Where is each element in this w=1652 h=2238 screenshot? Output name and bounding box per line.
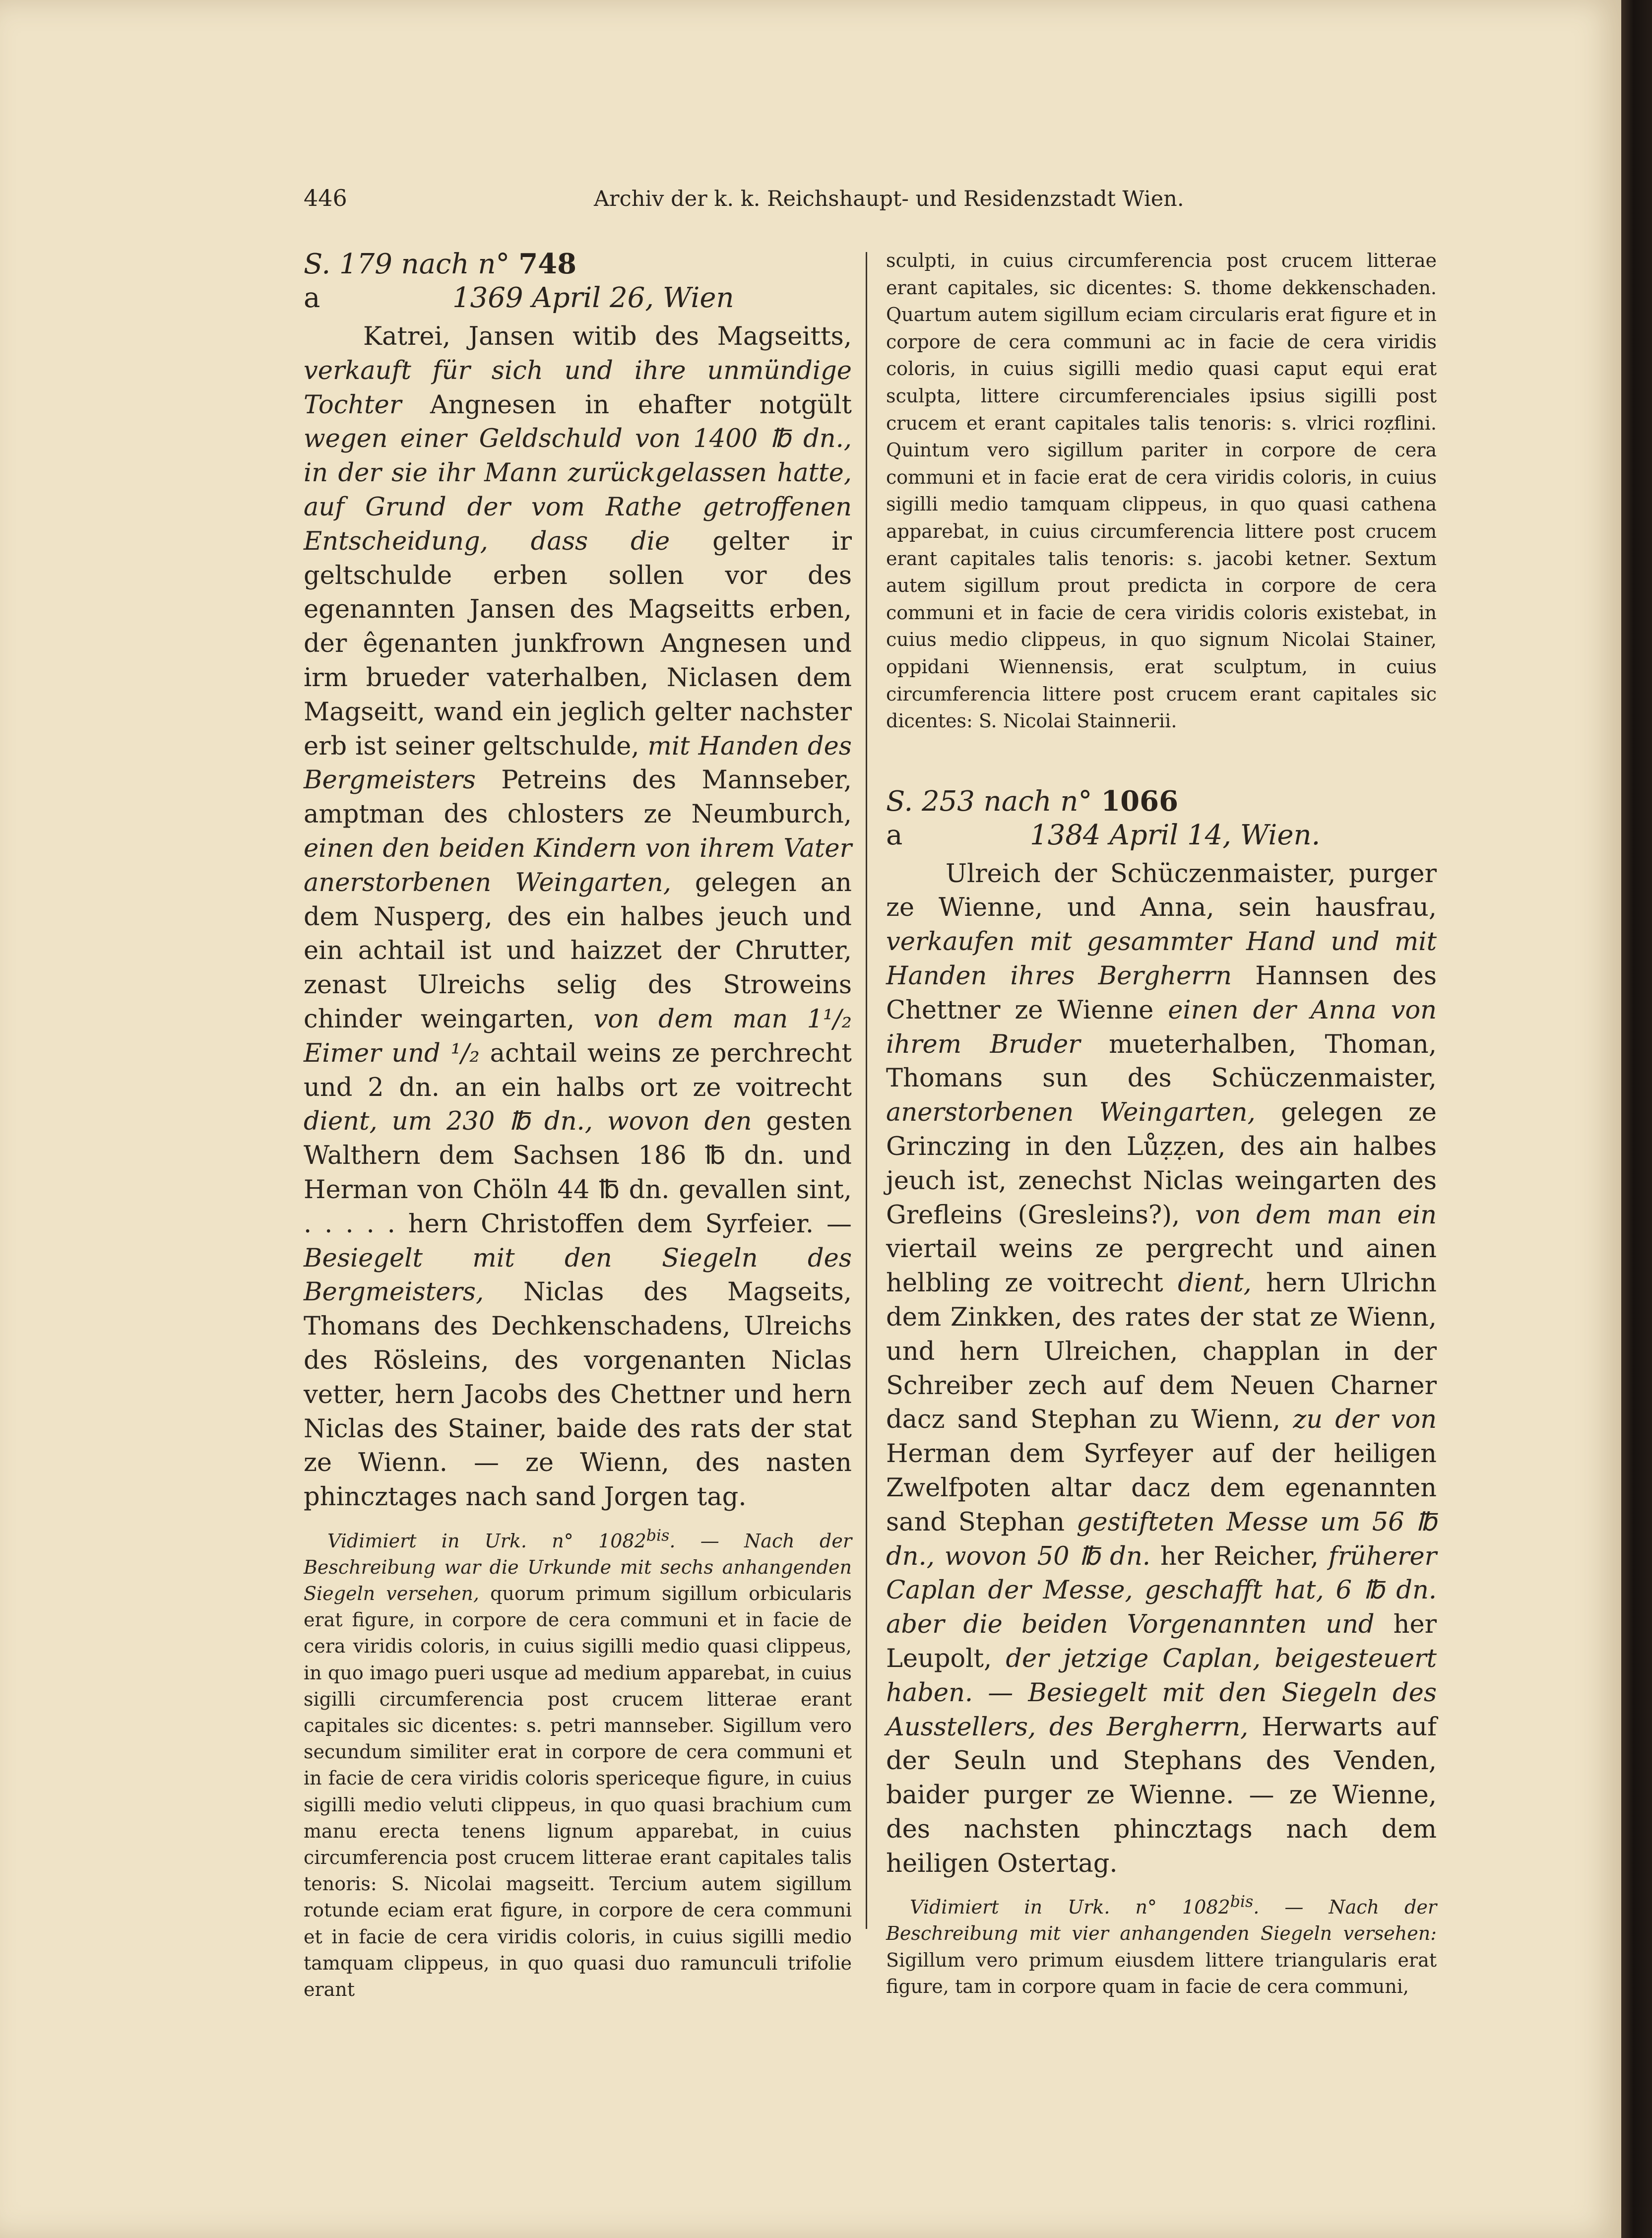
column-divider xyxy=(866,252,867,1929)
entry1-date: 1369 April 26, Wien xyxy=(452,282,734,314)
entry1-dateline xyxy=(304,281,852,315)
entry2-reference xyxy=(886,784,1437,819)
entry2-regest: Ulreich der Schüczenmaister, purger ze Wienne, und Anna, sein hausfrau, verkaufen mit gesammter Hand und mit Handen ihres Bergherrn Hannsen des Chettner ze Wienne einen der Anna von ihrem Bruder mueterhalben, Thoman, Thomans sun des Schüczenmaister, anerstorbenen Weingarten, gelegen ze Grinczing in den Lůẓẓen, des ain halbes jeuch ist, zenechst Niclas weingarten des Grefleins (Gresleins?), von dem man ein viertail weins ze pergrecht und ainen helbling ze voitrecht dient, hern Ulrichn dem Zinkken, des rates der stat ze Wienn, und hern Ulreichen, chapplan in der Schreiber zech auf dem Neuen Charner dacz sand Stephan zu Wienn, zu der von Herman dem Syrfeyer auf der heiligen Zwelfpoten altar dacz dem egenannten sand Stephan gestifteten Messe um 56 ℔ dn., wovon 50 ℔ dn. her Reicher, früherer Caplan der Messe, geschafft hat, 6 ℔ dn. aber die beiden Vorgenannten und her Leupolt, der jetzige Caplan, beigesteuert haben. — Besiegelt mit den Siegeln des Ausstellers, des Bergherrn, Herwarts auf der Seuln und Stephans des Venden, baider purger ze Wienne. — ze Wienne, des nachsten phincztags nach dem heiligen Ostertag. xyxy=(886,859,1437,1878)
entry2-dateline xyxy=(886,819,1437,852)
running-title: Archiv der k. k. Reichshaupt- und Residenzstadt Wien. xyxy=(594,187,1184,211)
entry1-letter: a xyxy=(304,282,320,314)
entry2-ref-number: 1066 xyxy=(1101,784,1179,818)
entry1-ref-number: 748 xyxy=(518,248,577,280)
binding-edge xyxy=(1621,0,1652,2238)
page-header xyxy=(304,185,1440,229)
entry1-regest: Katrei, Jansen witib des Magseitts, verkauft für sich und ihre unmündige Tochter Angnesen in ehafter notgült wegen einer Geldschuld von 1400 ℔ dn., in der sie ihr Mann zurückgelassen hatte, auf Grund der vom Rathe getroffenen Entscheidung, dass die gelter ir geltschulde erben sollen vor des egenannten Jansen des Magseitts erben, der êgenanten junkfrown Angnesen und irm brueder vaterhalben, Niclasen dem Magseitt, wand ein jeglich gelter nachster erb ist seiner geltschulde, mit Handen des Bergmeisters Petreins des Mannseber, amptman des chlosters ze Neumburch, einen den beiden Kindern von ihrem Vater anerstorbenen Weingarten, gelegen an dem Nusperg, des ein halbes jeuch und ein achtail ist und haizzet der Chrutter, zenast Ulreichs selig des Stroweins chinder weingarten, von dem man 1¹/₂ Eimer und ¹/₂ achtail weins ze perchrecht und 2 dn. an ein halbs ort ze voitrecht dient, um 230 ℔ dn., wovon den gesten Walthern dem Sachsen 186 ℔ dn. und Herman von Chöln 44 ℔ dn. gevallen sint, . . . . . hern Christoffen dem Syrfeier. — Besiegelt mit den Siegeln des Bergmeisters, Niclas des Magseits, Thomans des Dechkenschadens, Ulreichs des Rösleins, des vorgenanten Niclas vetter, hern Jacobs des Chettner und hern Niclas des Stainer, baide des rats der stat ze Wienn. — ze Wienn, des nasten phincztages nach sand Jorgen tag. xyxy=(304,322,852,1512)
entry1-note-continuation: sculpti, in cuius circumferencia post crucem litterae erant capitales, sic dicentes: S. thome dekkenschaden. Quartum autem sigillum eciam circularis erat figure et in corpore de cera communi ac in facie de cera viridis coloris, in cuius sigilli medio quasi caput equi erat sculpta, littere circumferenciales ipsius sigilli post crucem et erant capitales talis tenoris: s. vlrici roẓflini. Quintum vero sigillum pariter in corpore de cera communi et in facie erat de cera viridis coloris, in cuius sigilli medio tamquam clippeus, in quo quasi cathena apparebat, in cuius circumferencia littere post crucem erant capitales talis tenoris: s. jacobi ketner. Sextum autem sigillum prout predicta in corpore de cera communi et in facie de cera viridis coloris existebat, in cuius medio clippeus, in quo signum Nicolai Stainer, oppidani Wiennensis, erat sculptum, in cuius circumferencia littere post crucem erant capitales sic dicentes: S. Nicolai Stainnerii. xyxy=(886,250,1437,732)
page-number: 446 xyxy=(304,185,347,211)
entry1-note: Vidimiert in Urk. n° $1082^{bis}$. — Nach der Beschreibung war die Urkunde mit sechs anhangenden Siegeln versehen, quorum primum sigillum orbicularis erat figure, in corpore de cera communi et in facie de cera viridis coloris, in cuius sigilli medio quasi clippeus, in quo imago pueri usque ad medium apparebat, in cuius sigilli circumferencia post crucem litterae erant capitales sic dicentes: s. petri mannseber. Sigillum vero secundum similiter erat in corpore de cera communi et in facie de cera viridis coloris spericeque figure, in cuius sigilli medio veluti clippeus, in quo quasi brachium cum manu erecta tenens lignum apparebat, in cuius circumferencia post crucem litterae erant capitales talis tenoris: S. Nicolai magseitt. Tercium autem sigillum rotunde eciam erat figure, in corpore de cera communi et in facie de cera viridis coloris, in cuius sigilli medio tamquam clippeus, in quo quasi duo ramunculi trifolie erant xyxy=(304,1526,852,2000)
entry2-ref-prefix: S. 253 nach n° xyxy=(886,785,1092,818)
entry2-date: 1384 April 14, Wien. xyxy=(1030,819,1321,851)
entry1-ref-prefix: S. 179 nach n° xyxy=(304,248,510,280)
right-column xyxy=(886,247,1437,2000)
entry2-letter: a xyxy=(886,819,903,851)
entry-spacer xyxy=(886,735,1437,784)
entry2-note: Vidimiert in Urk. n° $1082^{bis}$. — Nach der Beschreibung mit vier anhangenden Siegeln versehen: Sigillum vero primum eiusdem littere triangularis erat figure, tam in corpore quam in facie de cera communi, xyxy=(886,1893,1437,1997)
entry1-reference xyxy=(304,247,852,281)
left-column xyxy=(304,247,852,2003)
